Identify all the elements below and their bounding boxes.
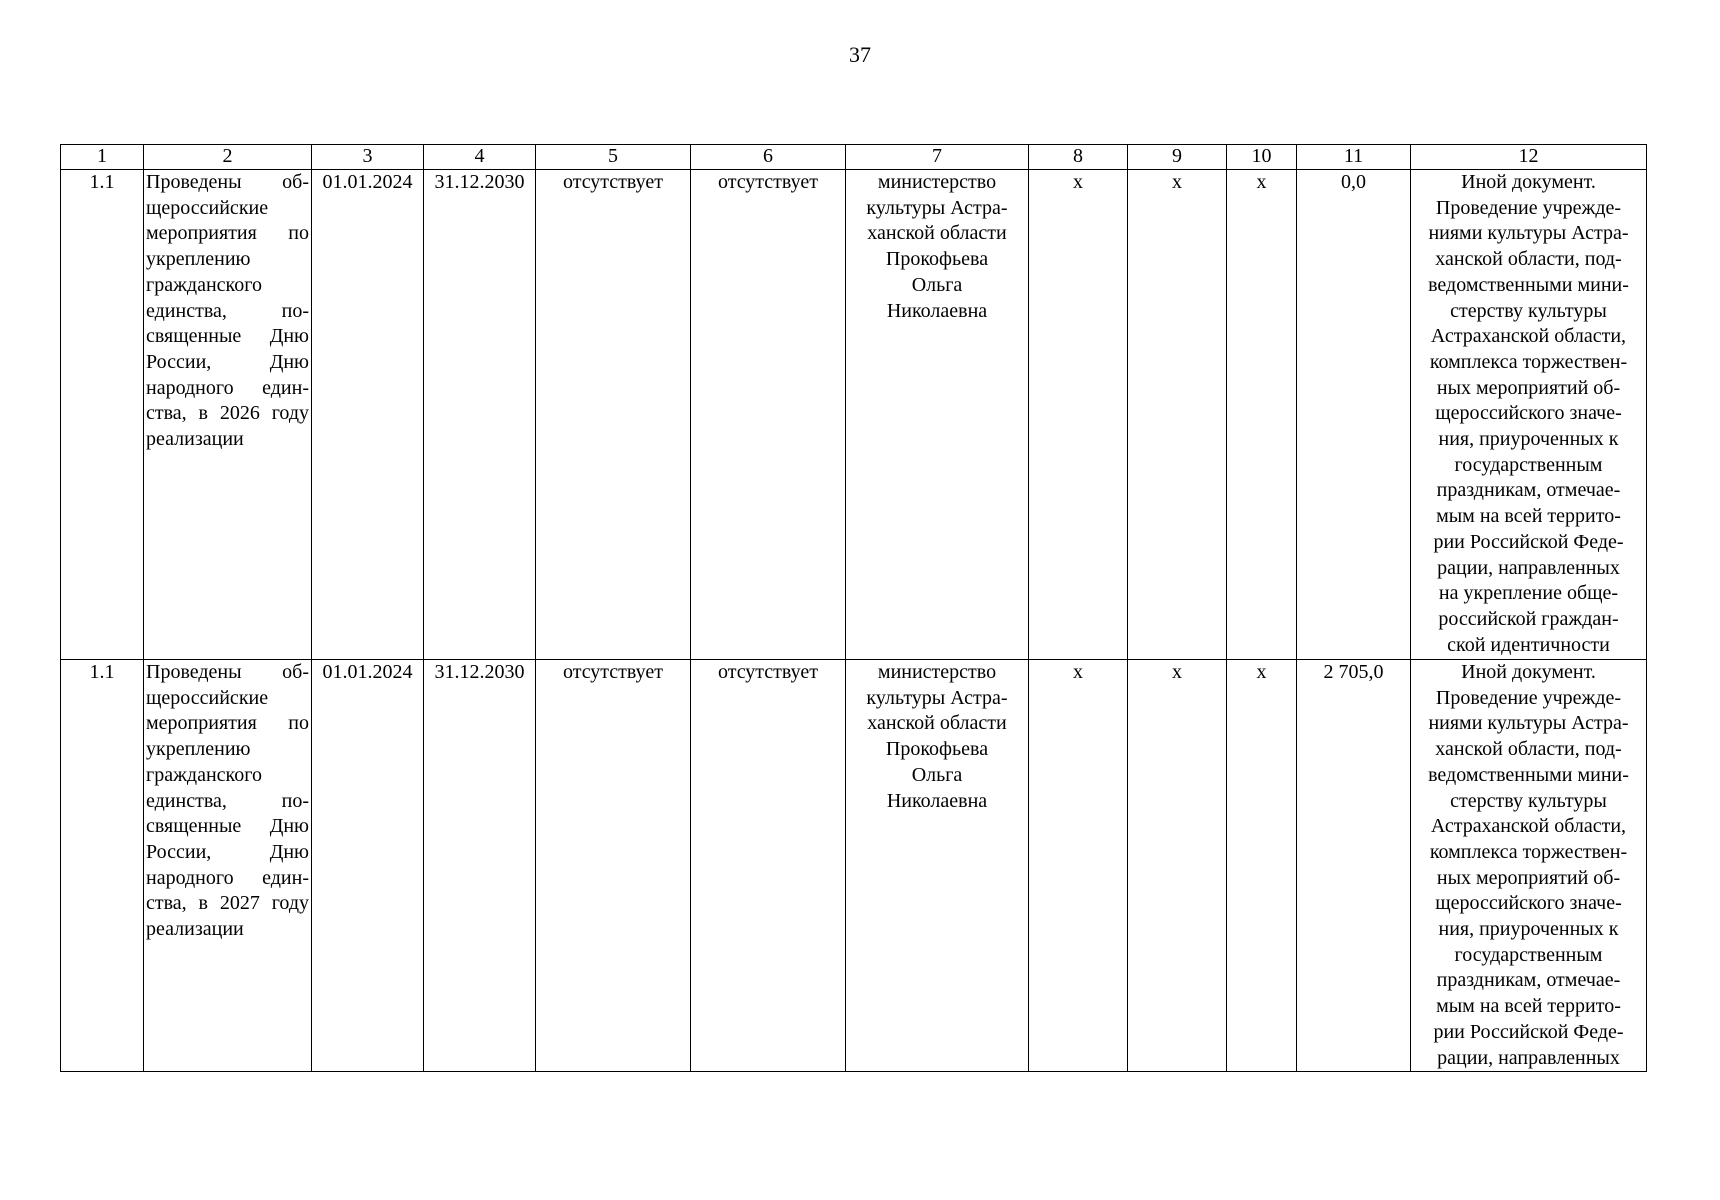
text-line: священные Дню [146,325,309,348]
text-line: Николаевна [886,299,988,322]
column-8-value: х [1029,660,1128,1072]
header-cell: 1 [61,145,144,170]
header-cell: 4 [424,145,536,170]
header-cell: 11 [1297,145,1411,170]
table-row [61,660,1647,1072]
text-line: государственным [1454,943,1603,966]
document-description [1411,660,1647,1072]
text-line: ния, приуроченных к [1438,428,1619,451]
header-cell: 8 [1029,145,1128,170]
text-line: Проведение учрежде- [1435,196,1622,219]
responsible-executor [846,170,1029,660]
text-line: рации, направленных [1437,1046,1620,1069]
text-line: стерству культуры [1450,789,1607,812]
end-date: 31.12.2030 [424,660,536,1072]
text-line: единства, по- [146,789,309,812]
text-line: щероссийские [146,196,269,219]
header-row [61,145,1647,170]
text-line: ской идентичности [1447,633,1610,656]
text-line: министерство [877,171,997,193]
text-line: Проведены об- [146,661,309,683]
text-line: на укрепление обще- [1438,582,1619,605]
text-line: Прокофьева [885,738,989,761]
text-line: мероприятия по [146,712,309,735]
text-line: ства, в 2027 году [146,892,309,915]
start-date: 01.01.2024 [312,660,424,1072]
text-line: праздникам, отмечае- [1436,969,1621,992]
column-8-value: х [1029,170,1128,660]
column-9-value: х [1128,660,1227,1072]
text-line: мероприятия по [146,222,309,245]
text-line: народного един- [146,376,309,399]
header-cell: 12 [1411,145,1647,170]
text-line: комплекса торжествен- [1429,840,1628,863]
text-line: щероссийские [146,686,269,709]
text-line: ведомственными мини- [1428,273,1629,296]
text-line: священные Дню [146,815,309,838]
measures-table [60,144,1647,1072]
text-line: ханской области, под- [1435,738,1622,761]
text-line: Иной документ. [1461,171,1596,193]
text-line: ных мероприятий об- [1436,866,1621,889]
text-line: Прокофьева [885,248,989,271]
text-line: Проведение учрежде- [1435,686,1622,709]
text-line: ния, приуроченных к [1438,918,1619,941]
text-line: комплекса торжествен- [1429,350,1628,373]
text-line: рии Российской Феде- [1433,1020,1624,1043]
text-line: единства, по- [146,299,309,322]
measure-name [144,660,312,1072]
text-line: государственным [1454,453,1603,476]
header-cell: 9 [1128,145,1227,170]
text-line: праздникам, отмечае- [1436,479,1621,502]
text-line: России, Дню [146,350,309,373]
column-5-value: отсутствует [536,170,691,660]
text-line: российской граждан- [1438,607,1619,630]
responsible-executor [846,660,1029,1072]
text-line: ных мероприятий об- [1436,376,1621,399]
text-line: укреплению [146,248,251,271]
text-line: Ольга [911,273,963,296]
column-9-value: х [1128,170,1227,660]
text-line: Ольга [911,763,963,786]
text-line: рии Российской Феде- [1433,530,1624,553]
text-line: ведомственными мини- [1428,763,1629,786]
funding-amount: 0,0 [1297,170,1411,660]
text-line: реализации [146,918,244,941]
measure-name [144,170,312,660]
text-line: реализации [146,428,244,451]
header-cell: 3 [312,145,424,170]
header-cell: 10 [1227,145,1297,170]
text-line: культуры Астра- [866,196,1008,219]
text-line: министерство [877,661,997,683]
column-10-value: х [1227,660,1297,1072]
text-line: ханской области [867,222,1007,245]
text-line: укреплению [146,738,251,761]
text-line: Иной документ. [1461,661,1596,683]
text-line: мым на всей террито- [1436,505,1621,528]
text-line: мым на всей террито- [1436,995,1621,1018]
header-cell: 2 [144,145,312,170]
row-number: 1.1 [61,660,144,1072]
text-line: ниями культуры Астра- [1428,222,1629,245]
start-date: 01.01.2024 [312,170,424,660]
column-6-value: отсутствует [691,660,846,1072]
text-line: Астраханской области, [1430,325,1627,348]
text-line: ства, в 2026 году [146,402,309,425]
text-line: гражданского [146,273,262,296]
header-cell: 5 [536,145,691,170]
text-line: Астраханской области, [1430,815,1627,838]
text-line: гражданского [146,763,262,786]
column-6-value: отсутствует [691,170,846,660]
text-line: Николаевна [886,789,988,812]
header-cell: 6 [691,145,846,170]
text-line: щероссийского значе- [1435,402,1622,425]
text-line: культуры Астра- [866,686,1008,709]
text-line: ханской области [867,712,1007,735]
text-line: России, Дню [146,840,309,863]
table-row [61,170,1647,660]
text-line: стерству культуры [1450,299,1607,322]
text-line: Проведены об- [146,171,309,193]
end-date: 31.12.2030 [424,170,536,660]
funding-amount: 2 705,0 [1297,660,1411,1072]
document-description [1411,170,1647,660]
text-line: ниями культуры Астра- [1428,712,1629,735]
column-10-value: х [1227,170,1297,660]
text-line: ханской области, под- [1435,248,1622,271]
header-cell: 7 [846,145,1029,170]
text-line: щероссийского значе- [1435,892,1622,915]
page-number: 37 [849,42,871,67]
text-line: рации, направленных [1437,556,1620,579]
text-line: народного един- [146,866,309,889]
row-number: 1.1 [61,170,144,660]
column-5-value: отсутствует [536,660,691,1072]
